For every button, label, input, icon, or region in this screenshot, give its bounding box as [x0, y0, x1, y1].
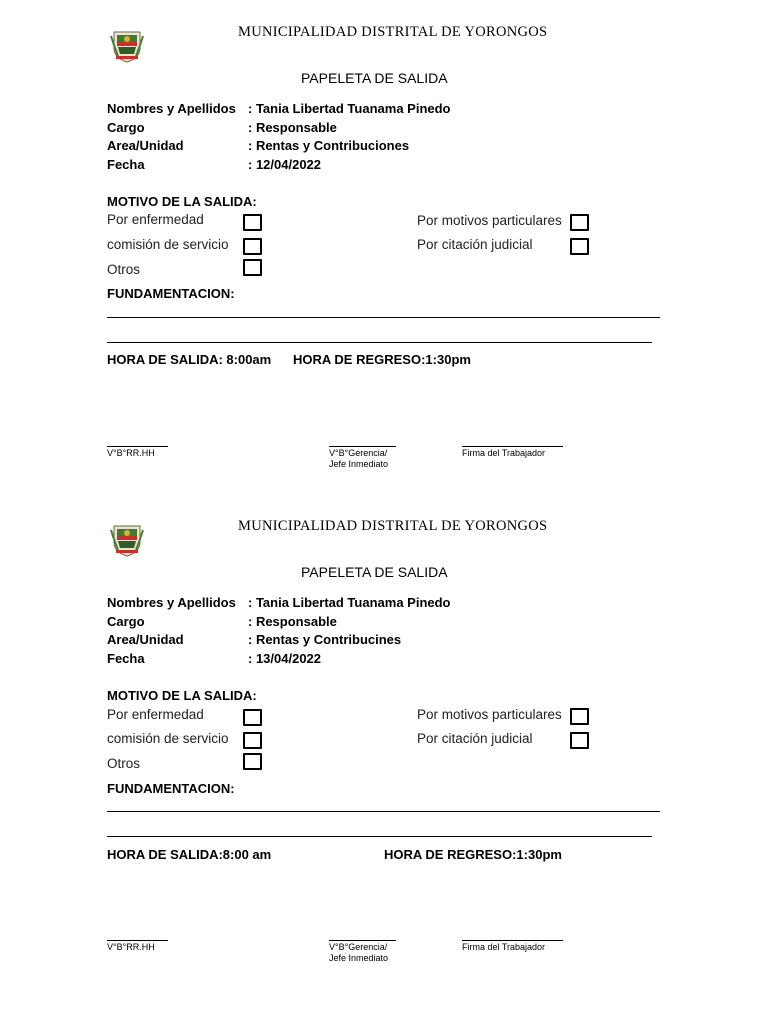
field-label-area: Area/Unidad [107, 632, 184, 647]
field-label-area: Area/Unidad [107, 138, 184, 153]
municipal-crest-logo [108, 26, 146, 64]
municipality-name: MUNICIPALIDAD DISTRITAL DE YORONGOS [238, 518, 548, 534]
option-label-otros: Otros [107, 756, 141, 771]
fundamentacion-heading: FUNDAMENTACION: [107, 286, 235, 301]
signature-line-gerencia [329, 446, 396, 447]
field-value-nombres: : Tania Libertad Tuanama Pinedo [248, 595, 451, 610]
papeleta-slip-2 [0, 494, 768, 988]
checkbox-judicial[interactable] [570, 732, 589, 749]
option-label-enfermedad: Por enfermedad [107, 707, 204, 722]
field-value-area: : Rentas y Contribucines [248, 632, 402, 647]
signature-line-gerencia [329, 940, 396, 941]
signature-label-gerencia-line1: V°B°Gerencia/ [329, 448, 388, 458]
field-value-area: : Rentas y Contribuciones [248, 138, 410, 153]
checkbox-enfermedad[interactable] [243, 214, 262, 231]
signature-label-gerencia-line2: Jefe Inmediato [329, 953, 389, 963]
motivo-heading: MOTIVO DE LA SALIDA: [107, 688, 257, 703]
signature-label-gerencia-line1: V°B°Gerencia/ [329, 942, 388, 952]
field-value-cargo: : Responsable [248, 614, 337, 629]
municipal-crest-logo [108, 520, 146, 558]
field-value-cargo: : Responsable [248, 120, 337, 135]
checkbox-particulares[interactable] [570, 708, 589, 725]
signature-line-trabajador [462, 446, 563, 447]
signature-label-rrhh: V°B°RR.HH [107, 448, 155, 458]
option-label-comision: comisión de servicio [107, 237, 229, 252]
option-label-judicial: Por citación judicial [417, 731, 533, 746]
signature-label-trabajador: Firma del Trabajador [462, 942, 546, 952]
hora-regreso: HORA DE REGRESO:1:30pm [293, 352, 471, 367]
field-value-nombres: : Tania Libertad Tuanama Pinedo [248, 101, 451, 116]
checkbox-comision[interactable] [243, 732, 262, 749]
field-value-fecha: : 13/04/2022 [248, 651, 322, 666]
form-title: PAPELETA DE SALIDA [301, 564, 448, 580]
option-label-comision: comisión de servicio [107, 731, 229, 746]
signature-label-gerencia-line2: Jefe Inmediato [329, 459, 389, 469]
option-label-enfermedad: Por enfermedad [107, 212, 204, 227]
signature-label-rrhh: V°B°RR.HH [107, 942, 155, 952]
papeleta-slip-1 [0, 0, 768, 494]
form-title: PAPELETA DE SALIDA [301, 70, 448, 86]
fundamentacion-heading: FUNDAMENTACION: [107, 781, 235, 796]
hora-salida: HORA DE SALIDA: 8:00am [107, 352, 272, 367]
option-label-otros: Otros [107, 262, 141, 277]
field-label-fecha: Fecha [107, 651, 145, 666]
fundamentacion-line-1[interactable] [107, 317, 660, 318]
checkbox-otros[interactable] [243, 753, 262, 770]
hora-salida: HORA DE SALIDA:8:00 am [107, 847, 272, 862]
signature-line-trabajador [462, 940, 563, 941]
option-label-particulares: Por motivos particulares [417, 707, 562, 722]
checkbox-otros[interactable] [243, 259, 262, 276]
municipality-name: MUNICIPALIDAD DISTRITAL DE YORONGOS [238, 24, 548, 40]
signature-line-rrhh [107, 446, 168, 447]
field-value-fecha: : 12/04/2022 [248, 157, 322, 172]
fundamentacion-line-1[interactable] [107, 811, 660, 812]
signature-label-gerencia [329, 448, 388, 470]
signature-label-gerencia [329, 942, 388, 964]
option-label-judicial: Por citación judicial [417, 237, 533, 252]
field-label-cargo: Cargo [107, 614, 145, 629]
signature-line-rrhh [107, 940, 168, 941]
motivo-heading: MOTIVO DE LA SALIDA: [107, 194, 257, 209]
field-label-nombres: Nombres y Apellidos [107, 595, 236, 610]
field-label-fecha: Fecha [107, 157, 145, 172]
checkbox-particulares[interactable] [570, 214, 589, 231]
fundamentacion-line-2[interactable] [107, 342, 652, 343]
field-label-nombres: Nombres y Apellidos [107, 101, 236, 116]
checkbox-comision[interactable] [243, 238, 262, 255]
option-label-particulares: Por motivos particulares [417, 213, 562, 228]
fundamentacion-line-2[interactable] [107, 836, 652, 837]
hora-regreso: HORA DE REGRESO:1:30pm [384, 847, 562, 862]
signature-label-trabajador: Firma del Trabajador [462, 448, 546, 458]
field-label-cargo: Cargo [107, 120, 145, 135]
checkbox-judicial[interactable] [570, 238, 589, 255]
checkbox-enfermedad[interactable] [243, 709, 262, 726]
